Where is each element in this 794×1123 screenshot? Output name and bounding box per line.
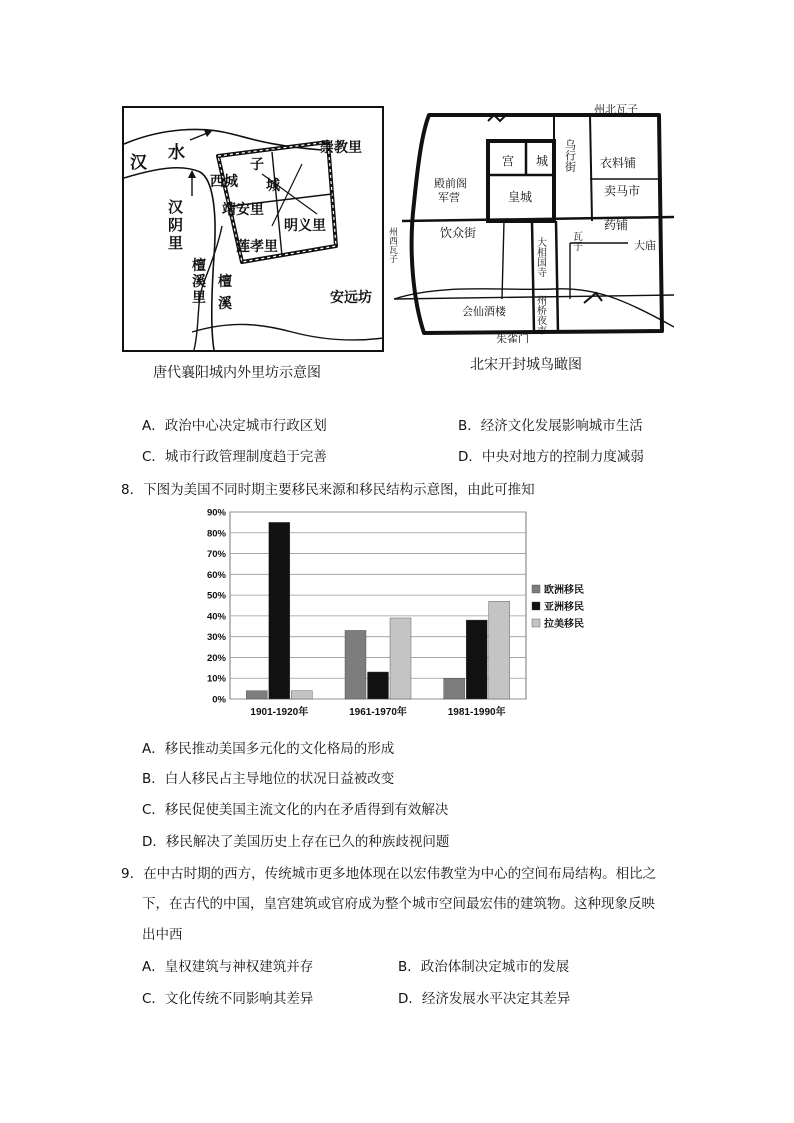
y-tick-label: 40% xyxy=(206,611,226,623)
label-zhuquemen: 朱雀门 xyxy=(496,333,529,343)
right-map-drawing xyxy=(384,103,674,343)
q9-stem-line1: 9．在中古时期的西方，传统城市更多地体现在以宏伟教堂为中心的空间布局结构。相比之 xyxy=(121,866,657,882)
q8-option-d: D．移民解决了美国历史上存在已久的种族歧视问题 xyxy=(142,834,450,850)
x-tick-label: 1961-1970年 xyxy=(349,707,407,718)
y-tick-label: 30% xyxy=(206,632,226,644)
bar-3-1 xyxy=(444,678,465,699)
q8-option-a: A．移民推动美国多元化的文化格局的形成 xyxy=(142,741,395,757)
label-tanxili-1: 檀 xyxy=(192,258,206,274)
q7-option-a: A．政治中心决定城市行政区划 xyxy=(142,418,327,434)
left-map xyxy=(122,106,384,352)
label-yiliupu: 衣料铺 xyxy=(600,156,637,170)
label-zi: 子 xyxy=(250,157,264,173)
label-han: 汉 xyxy=(130,153,147,173)
label-huangcheng: 皇城 xyxy=(508,190,533,204)
label-maimashi: 卖马市 xyxy=(604,184,641,198)
y-tick-label: 70% xyxy=(206,549,226,561)
label-yaopu: 药铺 xyxy=(604,218,629,232)
right-map xyxy=(384,103,674,343)
bar-3-2 xyxy=(466,620,487,699)
q9-option-a: A．皇权建筑与神权建筑并存 xyxy=(142,959,314,975)
left-map-caption: 唐代襄阳城内外里坊示意图 xyxy=(153,365,321,381)
legend-swatch xyxy=(532,602,540,610)
label-gong: 宫 xyxy=(502,154,515,168)
x-tick-label: 1901-1920年 xyxy=(250,707,309,718)
bar-1-3 xyxy=(291,691,312,699)
label-hanyin-1: 汉 xyxy=(168,198,184,216)
label-shui: 水 xyxy=(168,143,185,163)
label-yinzhongjie: 饮众街 xyxy=(440,226,477,240)
label-hanyin-2: 阴 xyxy=(168,216,184,234)
y-tick-label: 50% xyxy=(206,590,226,602)
label-tanxili-2: 溪 xyxy=(192,274,206,290)
label-hanyin-3: 里 xyxy=(168,234,184,252)
left-map-drawing xyxy=(122,106,384,352)
label-xicheng: 西城 xyxy=(210,174,238,190)
legend-label: 欧洲移民 xyxy=(544,585,584,596)
bar-3-3 xyxy=(489,601,510,699)
label-anyuanfang: 安远坊 xyxy=(330,290,372,306)
y-tick-label: 80% xyxy=(206,528,226,540)
q9-stem-line3: 出中西 xyxy=(142,927,183,943)
q7-option-d: D．中央对地方的控制力度减弱 xyxy=(458,449,644,465)
y-tick-label: 0% xyxy=(212,694,226,706)
label-jinganli: 靖安里 xyxy=(222,202,264,218)
label-zhouqiaoyeshi: 州桥夜市 xyxy=(534,295,546,335)
label-wuxingjie: 乌行街 xyxy=(563,139,577,172)
label-tanxi-1: 檀 xyxy=(218,274,232,290)
label-mingyili: 明义里 xyxy=(284,218,326,234)
q7-option-c: C．城市行政管理制度趋于完善 xyxy=(142,449,327,465)
label-tanxi-2: 溪 xyxy=(218,296,232,312)
label-zhoubeiwazi: 州北瓦子 xyxy=(594,103,638,116)
y-tick-label: 20% xyxy=(206,652,226,664)
q8-stem: 8．下图为美国不同时期主要移民来源和移民结构示意图，由此可推知 xyxy=(121,482,535,498)
bar-2-1 xyxy=(345,630,366,699)
bar-1-1 xyxy=(246,691,267,699)
legend-label: 拉美移民 xyxy=(544,619,584,630)
x-tick-label: 1981-1990年 xyxy=(447,707,506,718)
legend-swatch xyxy=(532,619,540,627)
y-tick-label: 10% xyxy=(206,673,226,685)
legend-swatch xyxy=(532,585,540,593)
q9-stem-line2: 下，在古代的中国，皇宫建筑或官府成为整个城市空间最宏伟的建筑物。这种现象反映 xyxy=(142,896,655,912)
label-junying: 军营 xyxy=(438,191,460,204)
label-cheng: 城 xyxy=(266,178,280,194)
q7-option-b: B．经济文化发展影响城市生活 xyxy=(458,418,643,434)
legend-label: 亚洲移民 xyxy=(544,602,584,613)
label-chongjiaoli: 崇教里 xyxy=(320,140,362,156)
bar-2-2 xyxy=(368,672,389,699)
q9-option-d: D．经济发展水平决定其差异 xyxy=(398,991,571,1007)
q9-option-b: B．政治体制决定城市的发展 xyxy=(398,959,570,975)
label-lianxiaoli: 莲孝里 xyxy=(236,239,278,255)
immigration-chart-svg xyxy=(196,508,606,723)
y-tick-label: 60% xyxy=(206,569,226,581)
label-cheng-r: 城 xyxy=(536,154,549,168)
label-damiao: 大庙 xyxy=(634,239,656,252)
label-dadaxiangguosi: 大相国寺 xyxy=(534,237,546,277)
label-wazi: 瓦子 xyxy=(570,231,582,251)
q8-option-c: C．移民促使美国主流文化的内在矛盾得到有效解决 xyxy=(142,802,449,818)
bar-1-2 xyxy=(269,522,290,699)
right-map-caption: 北宋开封城鸟瞰图 xyxy=(470,357,582,373)
label-huixianjiulou: 会仙酒楼 xyxy=(462,305,506,318)
q8-option-b: B．白人移民占主导地位的状况日益被改变 xyxy=(142,771,395,787)
label-tanxili-3: 里 xyxy=(192,290,206,306)
label-dianqiange: 殿前阁 xyxy=(434,177,467,190)
label-zhouxiwazi: 州西瓦子 xyxy=(387,227,397,263)
bar-2-3 xyxy=(390,618,411,699)
y-tick-label: 90% xyxy=(206,508,226,519)
immigration-chart xyxy=(196,508,606,723)
q9-option-c: C．文化传统不同影响其差异 xyxy=(142,991,314,1007)
